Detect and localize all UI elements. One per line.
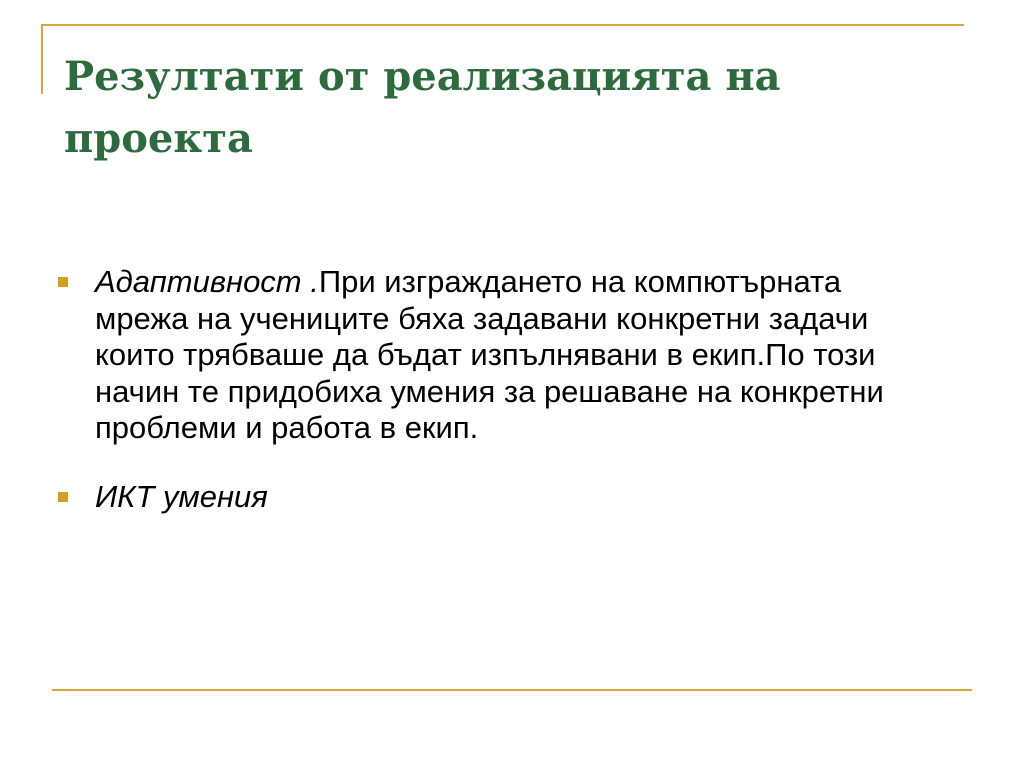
bullet-lead: ИКТ умения [95, 478, 268, 514]
bullet-lead: Адаптивност . [95, 264, 319, 299]
bullet-item-ict-skills [58, 479, 938, 516]
slide-title: Резултати от реализацията на проекта [64, 53, 781, 162]
bullet-item-adaptivity [58, 264, 938, 447]
square-bullet-icon [58, 277, 68, 287]
bullet-text: При изграждането на компютърната мрежа на учениците бяха задавани конкретни задачи които трябваше да бъдат изпълнявани в екип.По този начин те придобиха умения за решаване на конкретни проблеми и работа в екип. [95, 264, 884, 445]
left-rule [41, 24, 43, 94]
bottom-rule [52, 689, 972, 691]
bullet-list [58, 264, 938, 515]
square-bullet-icon [58, 492, 68, 502]
top-rule [41, 24, 964, 26]
